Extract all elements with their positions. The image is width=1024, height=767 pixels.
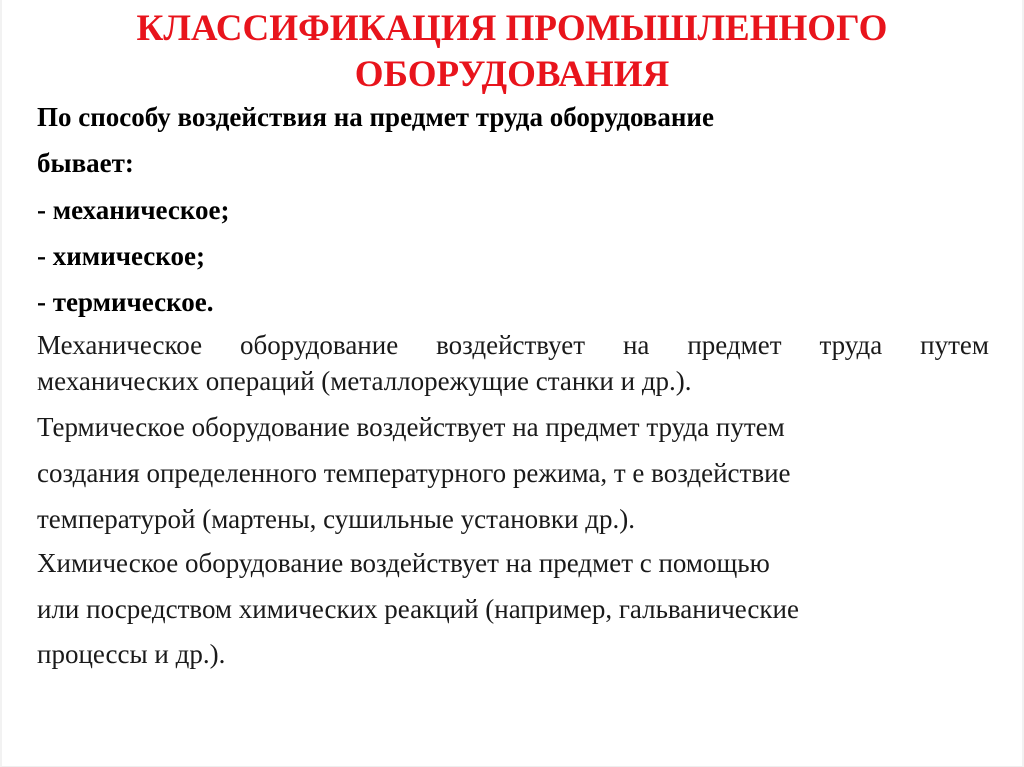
list-item-mechanical: - механическое; [37, 195, 230, 225]
paragraph-thermal-line-2: создания определенного температурного режима, т е воздействие [37, 458, 791, 488]
paragraph-mechanical-line-2: механических операций (металлорежущие станки и др.). [37, 366, 692, 396]
intro-line-1: По способу воздействия на предмет труда оборудование [37, 102, 714, 132]
paragraph-mechanical-line-1: Механическое оборудование воздействует на предмет труда путем [37, 330, 989, 360]
list-item-thermal: - термическое. [37, 287, 214, 317]
paragraph-thermal-line-1: Термическое оборудование воздействует на предмет труда путем [37, 412, 785, 442]
paragraph-chemical-line-3: процессы и др.). [37, 639, 226, 669]
paragraph-chemical-line-1: Химическое оборудование воздействует на предмет с помощью [37, 548, 770, 578]
paragraph-chemical-line-2: или посредством химических реакций (например, гальванические [37, 594, 799, 624]
list-item-chemical: - химическое; [37, 241, 205, 271]
paragraph-thermal-line-3: температурой (мартены, сушильные установки др.). [37, 504, 635, 534]
intro-line-2: бывает: [37, 148, 134, 178]
slide-title-line-2: ОБОРУДОВАНИЯ [354, 54, 670, 95]
slide-title-line-1: КЛАССИФИКАЦИЯ ПРОМЫШЛЕННОГО [136, 8, 888, 49]
